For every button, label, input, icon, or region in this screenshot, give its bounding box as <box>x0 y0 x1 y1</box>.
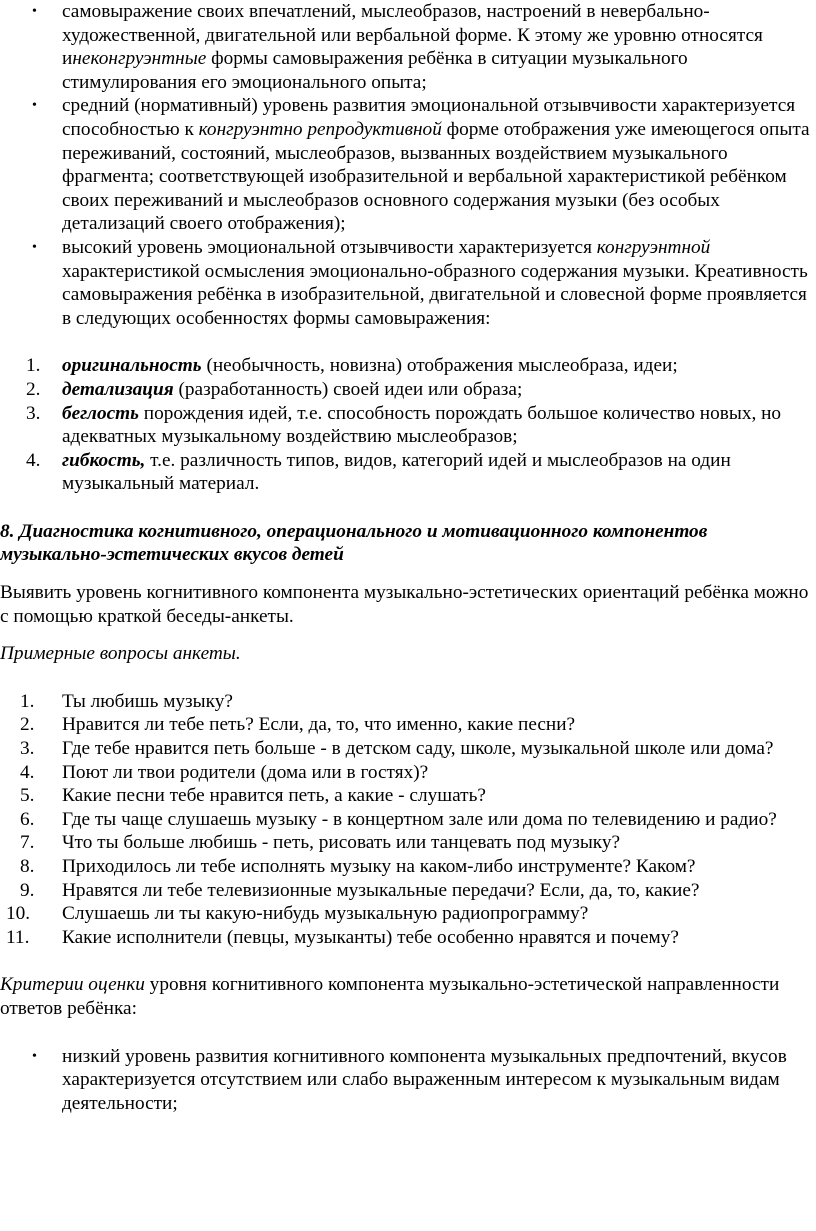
bullet-icon: • <box>32 98 37 114</box>
list-number: 2. <box>20 714 35 736</box>
list-item: • самовыражение своих впечатлений, мыслеобразов, настроений в невербально-художественной, двигательной или вербальной форме. К этому же уровню относятся инеконгруэнтные формы самовыражения ребёнка в ситуации музыкального стимулирования его эмоционального опыта; <box>32 1 763 93</box>
emotional-levels-list <box>0 0 816 330</box>
list-number: 3. <box>26 402 41 424</box>
bullet-icon: • <box>32 4 37 19</box>
list-item: 10. Слушаешь ли ты какую-нибудь музыкальную радиопрограмму? <box>6 903 589 925</box>
list-number: 9. <box>20 879 35 901</box>
cognitive-levels-list <box>0 1045 816 1116</box>
list-item: 6. Где ты чаще слушаешь музыку - в концертном зале или дома по телевидению и радио? <box>20 808 777 830</box>
list-item: • средний (нормативный) уровень развития эмоциональной отзывчивости характеризуется способностью к конгруэнтно репродуктивной форме отображения уже имеющегося опыта переживаний, состояний, мыслеобразов, вызванных воздействием музыкального фрагмента; соответствующей изобразительной и вербальной характеристикой ребёнком своих переживаний и мыслеобразов основного содержания музыки (без особых детализаций своего отображения); <box>32 95 810 235</box>
list-item: 8. Приходилось ли тебе исполнять музыку на каком-либо инструменте? Каком? <box>20 856 696 877</box>
list-item: 9. Нравятся ли тебе телевизионные музыкальные передачи? Если, да, то, какие? <box>20 879 700 901</box>
list-number: 11. <box>6 926 30 948</box>
list-item: 1. оригинальность (необычность, новизна) отображения мыслеобраза, идеи; <box>26 355 678 377</box>
list-number: 2. <box>26 378 41 400</box>
list-item: 3. Где тебе нравится петь больше - в детском саду, школе, музыкальной школе или дома? <box>20 738 774 760</box>
bullet-icon: • <box>32 239 37 255</box>
list-number: 10. <box>6 903 31 925</box>
list-number: 1. <box>26 355 41 377</box>
list-number: 1. <box>20 690 35 712</box>
questionnaire-list <box>0 690 816 950</box>
list-item: 3. беглость порождения идей, т.е. способность порождать большое количество новых, но адекватных музыкальному воздействию мыслеобразов; <box>26 402 782 448</box>
list-item: • низкий уровень развития когнитивного компонента музыкальных предпочтений, вкусов характеризуется отсутствием или слабо выраженным интересом к музыкальным видам деятельности; <box>32 1045 787 1114</box>
list-item: 4. Поют ли твои родители (дома или в гостях)? <box>20 761 429 783</box>
list-item: 4. гибкость, т.е. различность типов, видов, категорий идей и мыслеобразов на один музыкальный материал. <box>26 449 731 495</box>
list-number: 5. <box>20 785 35 807</box>
list-item: 2. детализация (разработанность) своей идеи или образа; <box>26 378 523 400</box>
list-item: 7. Что ты больше любишь - петь, рисовать или танцевать под музыку? <box>20 832 621 854</box>
list-number: 7. <box>20 832 35 854</box>
list-number: 4. <box>20 761 35 783</box>
creativity-criteria-list <box>0 354 816 496</box>
criteria-paragraph: Критерии оценки уровня когнитивного компонента музыкально-эстетической направленности ответов ребёнка: <box>0 974 780 1019</box>
list-item: 1. Ты любишь музыку? <box>20 690 233 712</box>
list-number: 6. <box>20 808 35 830</box>
list-item: • высокий уровень эмоциональной отзывчивости характеризуется конгруэнтной характеристикой осмысления эмоционально-образного содержания музыки. Креативность самовыражения ребёнка в изобразительной, двигательной и словесной форме проявляется в следующих особенностях формы самовыражения: <box>32 236 808 329</box>
list-number: 3. <box>20 738 35 760</box>
list-item: 5. Какие песни тебе нравится петь, а какие - слушать? <box>20 785 486 807</box>
section-intro: Выявить уровень когнитивного компонента музыкально-эстетических ориентаций ребёнка можно с помощью краткой беседы-анкеты. <box>0 582 809 627</box>
questions-title: Примерные вопросы анкеты. <box>0 643 241 665</box>
list-item: 2. Нравится ли тебе петь? Если, да, то, что именно, какие песни? <box>20 714 576 736</box>
section-heading: 8. Диагностика когнитивного, операционального и мотивационного компонентов музыкально-эстетических вкусов детей <box>0 520 708 566</box>
bullet-icon: • <box>32 1048 37 1064</box>
list-number: 8. <box>20 856 35 877</box>
list-number: 4. <box>26 449 41 471</box>
list-item: 11. Какие исполнители (певцы, музыканты) тебе особенно нравятся и почему? <box>6 926 679 948</box>
